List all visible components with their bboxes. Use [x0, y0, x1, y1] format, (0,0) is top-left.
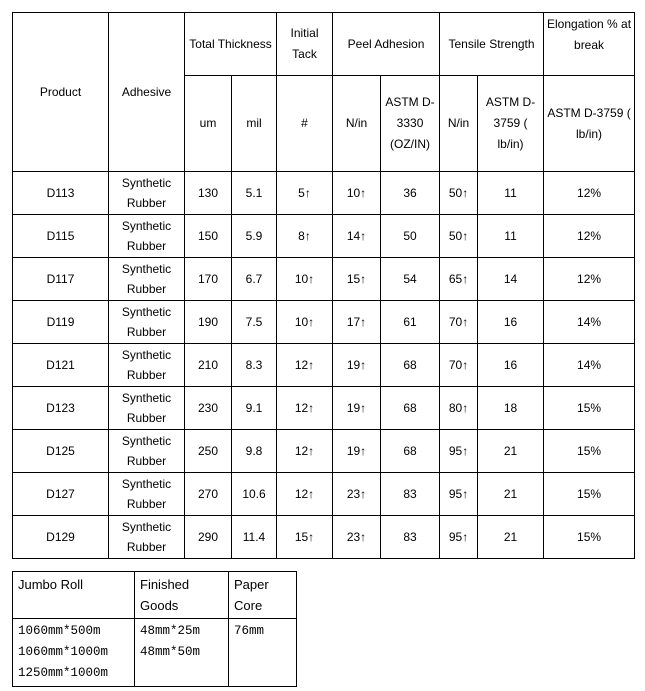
initial-tack-cell: 12↑: [277, 473, 333, 516]
header-total-thickness: Total Thickness: [185, 13, 277, 76]
peel-astm-cell: 54: [381, 258, 440, 301]
header-finished-goods: Finished Goods: [135, 572, 229, 619]
thickness-um-cell: 190: [185, 301, 232, 344]
spec-table-body: [13, 172, 635, 559]
tensile-astm-cell: 16: [478, 301, 544, 344]
size-value: 1060mm*1000m: [18, 645, 109, 659]
tensile-nin-cell: 95↑: [440, 516, 478, 559]
tensile-nin-cell: 95↑: [440, 473, 478, 516]
header-tensile-strength: Tensile Strength: [440, 13, 544, 76]
tensile-nin-cell: 95↑: [440, 430, 478, 473]
peel-nin-cell: 23↑: [333, 473, 381, 516]
initial-tack-cell: 15↑: [277, 516, 333, 559]
elongation-cell: 15%: [544, 387, 635, 430]
product-cell: D129: [13, 516, 109, 559]
peel-nin-cell: 19↑: [333, 344, 381, 387]
adhesive-cell: Synthetic Rubber: [109, 387, 185, 430]
peel-astm-cell: 36: [381, 172, 440, 215]
product-cell: D127: [13, 473, 109, 516]
size-value: 1060mm*500m: [18, 624, 101, 638]
thickness-mil-cell: 9.8: [232, 430, 277, 473]
peel-astm-cell: 68: [381, 430, 440, 473]
peel-nin-cell: 23↑: [333, 516, 381, 559]
peel-nin-cell: 19↑: [333, 387, 381, 430]
header-initial-tack: Initial Tack: [277, 13, 333, 76]
packing-table: [12, 571, 297, 687]
initial-tack-cell: 12↑: [277, 387, 333, 430]
peel-nin-cell: 14↑: [333, 215, 381, 258]
header-peel-astm: ASTM D-3330 (OZ/IN): [381, 76, 440, 172]
size-value: 48mm*50m: [140, 645, 201, 659]
header-adhesive: Adhesive: [109, 13, 185, 172]
peel-nin-cell: 17↑: [333, 301, 381, 344]
peel-astm-cell: 50: [381, 215, 440, 258]
adhesive-cell: Synthetic Rubber: [109, 516, 185, 559]
table-row: [13, 301, 635, 344]
product-cell: D123: [13, 387, 109, 430]
table-row: [13, 172, 635, 215]
header-tensile-astm: ASTM D-3759 ( lb/in): [478, 76, 544, 172]
spec-table: [12, 12, 635, 559]
table-row: [13, 430, 635, 473]
thickness-um-cell: 170: [185, 258, 232, 301]
elongation-cell: 12%: [544, 172, 635, 215]
peel-astm-cell: 83: [381, 473, 440, 516]
thickness-mil-cell: 6.7: [232, 258, 277, 301]
tensile-astm-cell: 21: [478, 430, 544, 473]
thickness-mil-cell: 10.6: [232, 473, 277, 516]
header-tack-unit: #: [277, 76, 333, 172]
initial-tack-cell: 10↑: [277, 301, 333, 344]
initial-tack-cell: 12↑: [277, 344, 333, 387]
tensile-astm-cell: 11: [478, 215, 544, 258]
elongation-cell: 12%: [544, 258, 635, 301]
elongation-cell: 15%: [544, 430, 635, 473]
thickness-mil-cell: 7.5: [232, 301, 277, 344]
thickness-um-cell: 150: [185, 215, 232, 258]
tensile-nin-cell: 70↑: [440, 301, 478, 344]
tensile-astm-cell: 14: [478, 258, 544, 301]
thickness-mil-cell: 5.1: [232, 172, 277, 215]
product-cell: D121: [13, 344, 109, 387]
adhesive-cell: Synthetic Rubber: [109, 258, 185, 301]
adhesive-cell: Synthetic Rubber: [109, 215, 185, 258]
size-value: 1250mm*1000m: [18, 666, 109, 680]
thickness-mil-cell: 9.1: [232, 387, 277, 430]
table-row: [13, 516, 635, 559]
thickness-um-cell: 290: [185, 516, 232, 559]
peel-nin-cell: 19↑: [333, 430, 381, 473]
tensile-astm-cell: 21: [478, 473, 544, 516]
initial-tack-cell: 10↑: [277, 258, 333, 301]
thickness-mil-cell: 11.4: [232, 516, 277, 559]
jumbo-roll-sizes: [13, 619, 135, 687]
peel-nin-cell: 15↑: [333, 258, 381, 301]
table-row: [13, 473, 635, 516]
adhesive-cell: Synthetic Rubber: [109, 301, 185, 344]
table-row: [13, 344, 635, 387]
adhesive-cell: Synthetic Rubber: [109, 473, 185, 516]
header-peel-adhesion: Peel Adhesion: [333, 13, 440, 76]
tensile-nin-cell: 50↑: [440, 215, 478, 258]
product-cell: D125: [13, 430, 109, 473]
adhesive-cell: Synthetic Rubber: [109, 430, 185, 473]
header-tensile-nin: N/in: [440, 76, 478, 172]
peel-astm-cell: 83: [381, 516, 440, 559]
paper-core-sizes: [229, 619, 297, 687]
elongation-cell: 14%: [544, 301, 635, 344]
tensile-astm-cell: 11: [478, 172, 544, 215]
header-um: um: [185, 76, 232, 172]
header-peel-nin: N/in: [333, 76, 381, 172]
tensile-astm-cell: 18: [478, 387, 544, 430]
thickness-um-cell: 210: [185, 344, 232, 387]
header-mil: mil: [232, 76, 277, 172]
product-cell: D113: [13, 172, 109, 215]
initial-tack-cell: 8↑: [277, 215, 333, 258]
finished-goods-sizes: [135, 619, 229, 687]
size-value: 48mm*25m: [140, 624, 201, 638]
tensile-astm-cell: 21: [478, 516, 544, 559]
initial-tack-cell: 5↑: [277, 172, 333, 215]
peel-astm-cell: 68: [381, 387, 440, 430]
tensile-nin-cell: 80↑: [440, 387, 478, 430]
product-cell: D117: [13, 258, 109, 301]
product-cell: D119: [13, 301, 109, 344]
thickness-um-cell: 270: [185, 473, 232, 516]
thickness-um-cell: 230: [185, 387, 232, 430]
tensile-nin-cell: 70↑: [440, 344, 478, 387]
table-row: [13, 387, 635, 430]
size-value: 76mm: [234, 624, 265, 638]
peel-astm-cell: 68: [381, 344, 440, 387]
tensile-nin-cell: 50↑: [440, 172, 478, 215]
thickness-mil-cell: 5.9: [232, 215, 277, 258]
header-paper-core: Paper Core: [229, 572, 297, 619]
elongation-cell: 15%: [544, 516, 635, 559]
header-elongation: Elongation % at break: [544, 13, 635, 76]
header-elongation-astm: ASTM D-3759 ( lb/in): [544, 76, 635, 172]
tensile-nin-cell: 65↑: [440, 258, 478, 301]
table-row: [13, 215, 635, 258]
product-cell: D115: [13, 215, 109, 258]
header-jumbo-roll: Jumbo Roll: [13, 572, 135, 619]
thickness-um-cell: 250: [185, 430, 232, 473]
adhesive-cell: Synthetic Rubber: [109, 344, 185, 387]
initial-tack-cell: 12↑: [277, 430, 333, 473]
elongation-cell: 14%: [544, 344, 635, 387]
elongation-cell: 12%: [544, 215, 635, 258]
thickness-um-cell: 130: [185, 172, 232, 215]
peel-nin-cell: 10↑: [333, 172, 381, 215]
header-product: Product: [13, 13, 109, 172]
thickness-mil-cell: 8.3: [232, 344, 277, 387]
tensile-astm-cell: 16: [478, 344, 544, 387]
table-row: [13, 258, 635, 301]
peel-astm-cell: 61: [381, 301, 440, 344]
elongation-cell: 15%: [544, 473, 635, 516]
adhesive-cell: Synthetic Rubber: [109, 172, 185, 215]
